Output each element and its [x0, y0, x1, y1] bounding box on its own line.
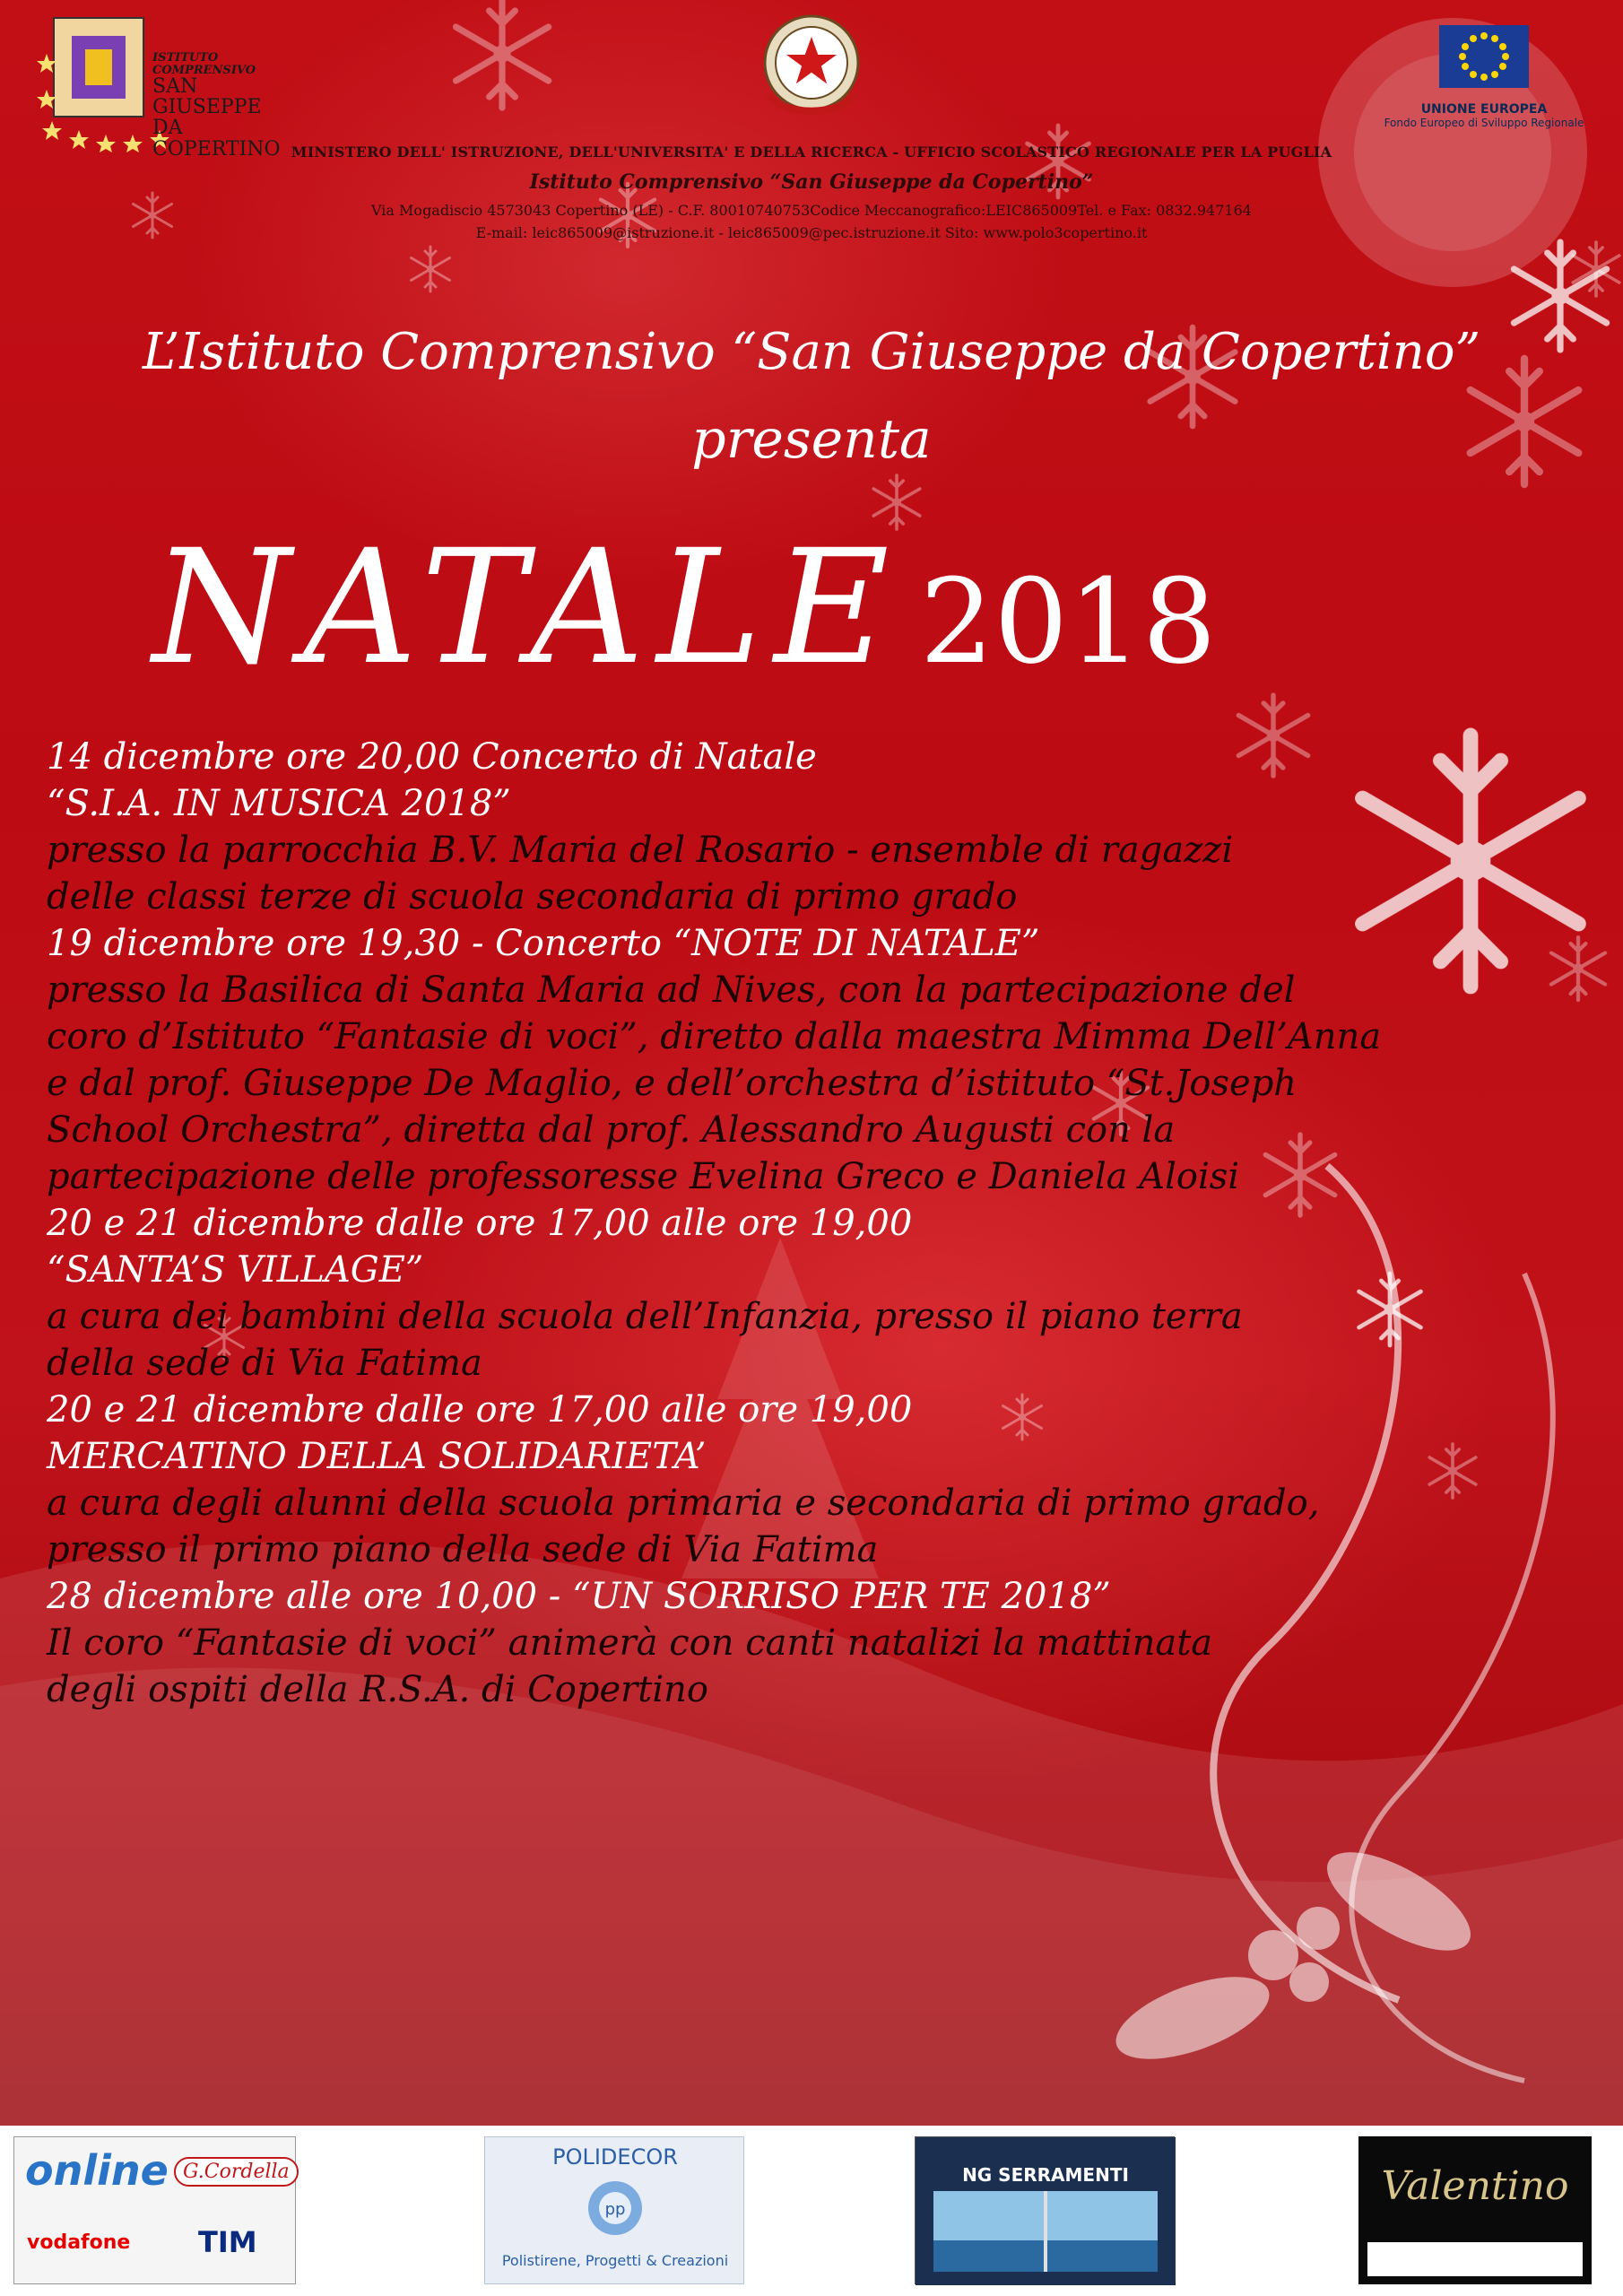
- event-line: 14 dicembre ore 20,00 Concerto di Natale: [47, 736, 817, 778]
- letterhead: [0, 0, 1623, 269]
- sponsor-strip: [0, 2126, 1623, 2296]
- event-line: 28 dicembre alle ore 10,00 - “UN SORRISO PER TE 2018”: [47, 1576, 1111, 1617]
- sponsor-cordella: G.Cordella: [174, 2157, 299, 2187]
- institute-line: Istituto Comprensivo “San Giuseppe da Copertino”: [529, 170, 1094, 194]
- natale-word: NATALE: [152, 516, 902, 700]
- event-line: presso il primo piano della sede di Via Fatima: [47, 1529, 879, 1570]
- event-line: e dal prof. Giuseppe De Maglio, e dell’orchestra d’istituto “St.Joseph: [47, 1063, 1298, 1104]
- event-line: delle classi terze di scuola secondaria di primo grado: [47, 876, 1018, 918]
- event-line: presso la parrocchia B.V. Maria del Rosario - ensemble di ragazzi: [47, 830, 1234, 871]
- event-line: presso la Basilica di Santa Maria ad Nives, con la partecipazione del: [47, 970, 1296, 1011]
- italian-republic-emblem-icon: [755, 9, 868, 126]
- event-line: 19 dicembre ore 19,30 - Concerto “NOTE DI NATALE”: [47, 923, 1040, 964]
- sponsor-valentino-name: Valentino: [1381, 2163, 1569, 2209]
- presenter-heading: L’Istituto Comprensivo “San Giuseppe da Copertino”: [142, 323, 1481, 381]
- event-line: 20 e 21 dicembre dalle ore 17,00 alle ore 19,00: [47, 1203, 913, 1244]
- sponsor-vodafone: vodafone: [27, 2231, 131, 2254]
- school-logo: [36, 9, 281, 161]
- event-line: partecipazione delle professoresse Evelina Greco e Daniela Aloisi: [47, 1156, 1240, 1197]
- svg-text:pp: pp: [604, 2200, 626, 2219]
- event-line: degli ospiti della R.S.A. di Copertino: [47, 1669, 708, 1710]
- presenta-heading: presenta: [691, 408, 932, 471]
- event-line: School Orchestra”, diretta dal prof. Alessandro Augusti con la: [47, 1109, 1176, 1151]
- school-logo-line1: ISTITUTO COMPRENSIVO: [152, 51, 256, 77]
- eu-caption-line2: Fondo Europeo di Sviluppo Regionale: [1384, 117, 1584, 129]
- event-line: a cura degli alunni della scuola primaria e secondaria di primo grado,: [47, 1483, 1320, 1524]
- event-line: “S.I.A. IN MUSICA 2018”: [47, 783, 511, 824]
- sponsor-polidecor-tagline: Polistirene, Progetti & Creazioni: [501, 2252, 729, 2269]
- eu-flag-icon: [1372, 25, 1596, 102]
- sponsor-online-cordella: [13, 2136, 296, 2284]
- event-line: coro d’Istituto “Fantasie di voci”, diretto dalla maestra Mimma Dell’Anna: [47, 1016, 1382, 1057]
- main-title: [152, 516, 1551, 700]
- valentino-partner-logos: [1367, 2242, 1583, 2276]
- event-line: 20 e 21 dicembre dalle ore 17,00 alle ore 19,00: [47, 1389, 913, 1431]
- republic-emblem: [755, 9, 868, 126]
- event-line: Il coro “Fantasie di voci” animerà con canti natalizi la mattinata: [47, 1622, 1213, 1664]
- event-line: “SANTA’S VILLAGE”: [47, 1249, 424, 1291]
- sponsor-ng-name: NG SERRAMENTI: [962, 2164, 1129, 2186]
- ng-window-graphic-icon: [916, 2137, 1176, 2285]
- eu-caption-line1: UNIONE EUROPEA: [1420, 102, 1548, 117]
- natale-year: 2018: [919, 553, 1217, 690]
- sponsor-tim: TIM: [198, 2225, 257, 2259]
- event-program: [47, 734, 1410, 1713]
- eu-logo: [1372, 25, 1596, 133]
- sponsor-ng-serramenti: [915, 2136, 1175, 2284]
- event-line: a cura dei bambini della scuola dell’Infanzia, presso il piano terra: [47, 1296, 1243, 1337]
- event-line: MERCATINO DELLA SOLIDARIETA’: [47, 1436, 707, 1477]
- ministry-line: MINISTERO DELL' ISTRUZIONE, DELL'UNIVERSITA' E DELLA RICERCA - UFFICIO SCOLASTICO REGIONALE PER LA PUGLIA: [291, 144, 1332, 161]
- event-line: della sede di Via Fatima: [47, 1343, 482, 1384]
- sponsor-valentino: [1358, 2136, 1592, 2284]
- polidecor-logo-icon: [579, 2177, 651, 2239]
- school-logo-line3: DA COPERTINO: [152, 117, 281, 161]
- sponsor-online-brand: online: [25, 2146, 169, 2195]
- address-line: Via Mogadiscio 4573043 Copertino (LE) - C.F. 80010740753Codice Meccanografico:LEIC865009Tel. e Fax: 0832.947164: [371, 202, 1252, 219]
- school-logo-line2: SAN GIUSEPPE: [152, 75, 262, 119]
- sponsor-polidecor-name: POLIDECOR: [552, 2144, 678, 2170]
- sponsor-polidecor: [484, 2136, 744, 2284]
- eu-caption: [1372, 102, 1596, 129]
- contacts-line: E-mail: leic865009@istruzione.it - leic865009@pec.istruzione.it Sito: www.polo3copertino.it: [475, 224, 1148, 241]
